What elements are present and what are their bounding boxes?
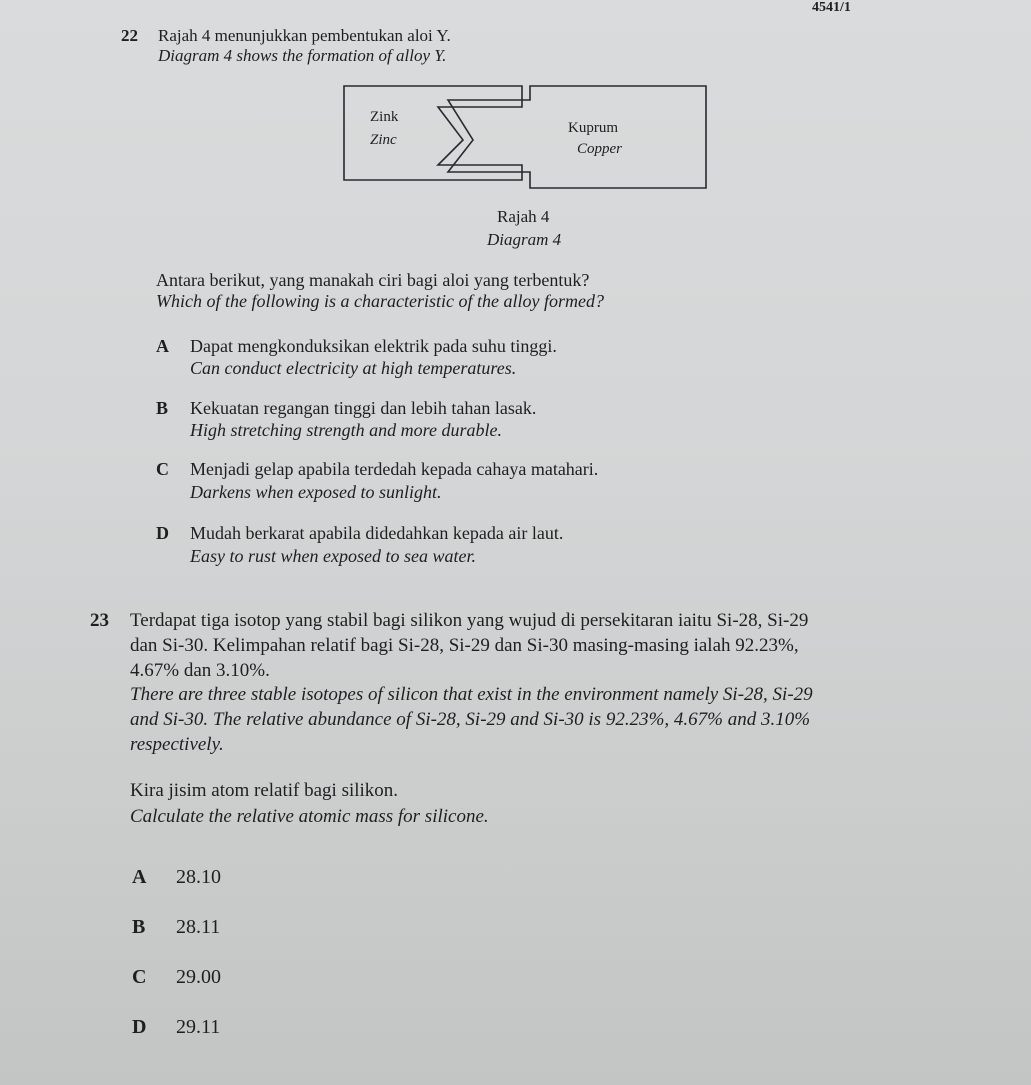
copper-label-malay: Kuprum xyxy=(568,120,618,136)
question-text-english: Which of the following is a characteristic of the alloy formed? xyxy=(156,291,604,311)
option-letter: B xyxy=(156,398,169,418)
option-value: 29.11 xyxy=(176,1016,221,1038)
diagram-caption-malay: Rajah 4 xyxy=(497,207,550,226)
stem-english-line-2: and Si-30. The relative abundance of Si-28, Si-29 and Si-30 is 92.23%, 4.67% and 3.10% xyxy=(130,709,811,730)
option-text-english: Darkens when exposed to sunlight. xyxy=(190,482,442,502)
copper-label-english: Copper xyxy=(577,141,622,157)
zinc-label-malay: Zink xyxy=(370,109,399,125)
option-letter: D xyxy=(132,1016,147,1038)
question-stem-malay: Rajah 4 menunjukkan pembentukan aloi Y. xyxy=(158,26,451,45)
option-text-english: High stretching strength and more durable. xyxy=(190,420,502,440)
option-letter: A xyxy=(132,866,147,888)
option-letter: D xyxy=(156,523,169,543)
question-text-malay: Kira jisim atom relatif bagi silikon. xyxy=(130,780,399,801)
option-text-malay: Mudah berkarat apabila didedahkan kepada air laut. xyxy=(190,523,564,543)
option-value: 29.00 xyxy=(176,966,221,988)
option-text-malay: Menjadi gelap apabila terdedah kepada cahaya matahari. xyxy=(190,459,599,479)
stem-english-line-1: There are three stable isotopes of silicon that exist in the environment namely Si-28, Si-29 xyxy=(130,684,813,705)
question-number: 23 xyxy=(90,610,109,631)
copper-block xyxy=(448,86,706,188)
option-text-english: Can conduct electricity at high temperatures. xyxy=(190,358,517,378)
stem-malay-line-2: dan Si-30. Kelimpahan relatif bagi Si-28, Si-29 dan Si-30 masing-masing ialah 92.23%, xyxy=(130,635,799,656)
question-text-english: Calculate the relative atomic mass for silicone. xyxy=(130,806,489,827)
option-text-malay: Dapat mengkonduksikan elektrik pada suhu tinggi. xyxy=(190,336,557,356)
option-text-english: Easy to rust when exposed to sea water. xyxy=(190,546,476,566)
diagram-caption-english: Diagram 4 xyxy=(487,230,562,249)
stem-malay-line-1: Terdapat tiga isotop yang stabil bagi silikon yang wujud di persekitaran iaitu Si-28, Si-29 xyxy=(130,610,809,631)
question-text-malay: Antara berikut, yang manakah ciri bagi aloi yang terbentuk? xyxy=(156,270,590,290)
option-letter: C xyxy=(156,459,169,479)
alloy-formation-diagram xyxy=(340,82,712,192)
zinc-label-english: Zinc xyxy=(370,132,397,148)
question-stem-english: Diagram 4 shows the formation of alloy Y. xyxy=(158,46,447,65)
option-letter: A xyxy=(156,336,169,356)
stem-malay-line-3: 4.67% dan 3.10%. xyxy=(130,660,270,681)
option-value: 28.10 xyxy=(176,866,221,888)
stem-english-line-3: respectively. xyxy=(130,734,224,755)
diagram-svg xyxy=(340,82,712,192)
option-letter: C xyxy=(132,966,147,988)
option-text-malay: Kekuatan regangan tinggi dan lebih tahan lasak. xyxy=(190,398,537,418)
option-letter: B xyxy=(132,916,146,938)
option-value: 28.11 xyxy=(176,916,221,938)
question-number: 22 xyxy=(121,26,138,45)
page-code: 4541/1 xyxy=(812,0,851,15)
